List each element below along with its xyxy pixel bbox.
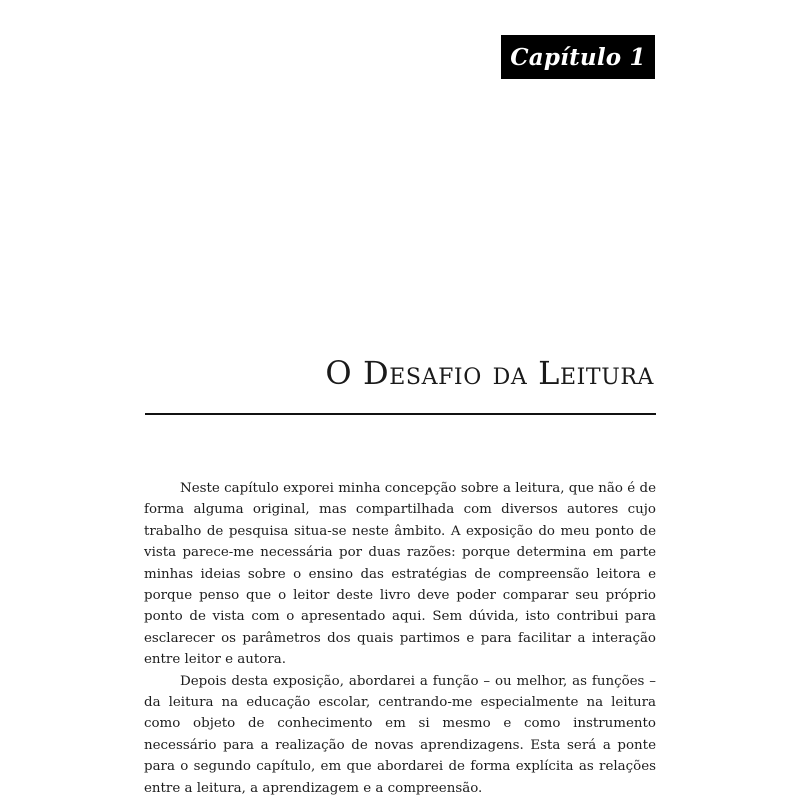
body-paragraph: Depois desta exposição, abordarei a função – ou melhor, as funções – da leitura na educação escolar, centrando-me especialmente na leitura como objeto de conhecimento em si mesmo e como instrumento necessário para a realização de novas aprendizagens. Esta será a ponte para o segundo capítulo, em que abordarei de forma explícita as relações entre a leitura, a aprendizagem e a compreensão. bbox=[144, 673, 656, 796]
chapter-body bbox=[144, 478, 656, 799]
chapter-title: O Desafio da Leitura bbox=[325, 354, 654, 392]
chapter-label: Capítulo 1 bbox=[510, 43, 646, 71]
body-paragraph: Neste capítulo exporei minha concepção sobre a leitura, que não é de forma alguma original, mas compartilhada com diversos autores cujo trabalho de pesquisa situa-se neste âmbito. A exposição do meu ponto de vista parece-me necessária por duas razões: porque determina em parte minhas ideias sobre o ensino das estratégias de compreensão leitora e porque penso que o leitor deste livro deve poder comparar seu próprio ponto de vista com o apresentado aqui. Sem dúvida, isto contribui para esclarecer os parâmetros dos quais partimos e para facilitar a interação entre leitor e autora. bbox=[144, 481, 656, 668]
title-divider bbox=[145, 413, 656, 415]
chapter-label-box bbox=[501, 35, 655, 79]
